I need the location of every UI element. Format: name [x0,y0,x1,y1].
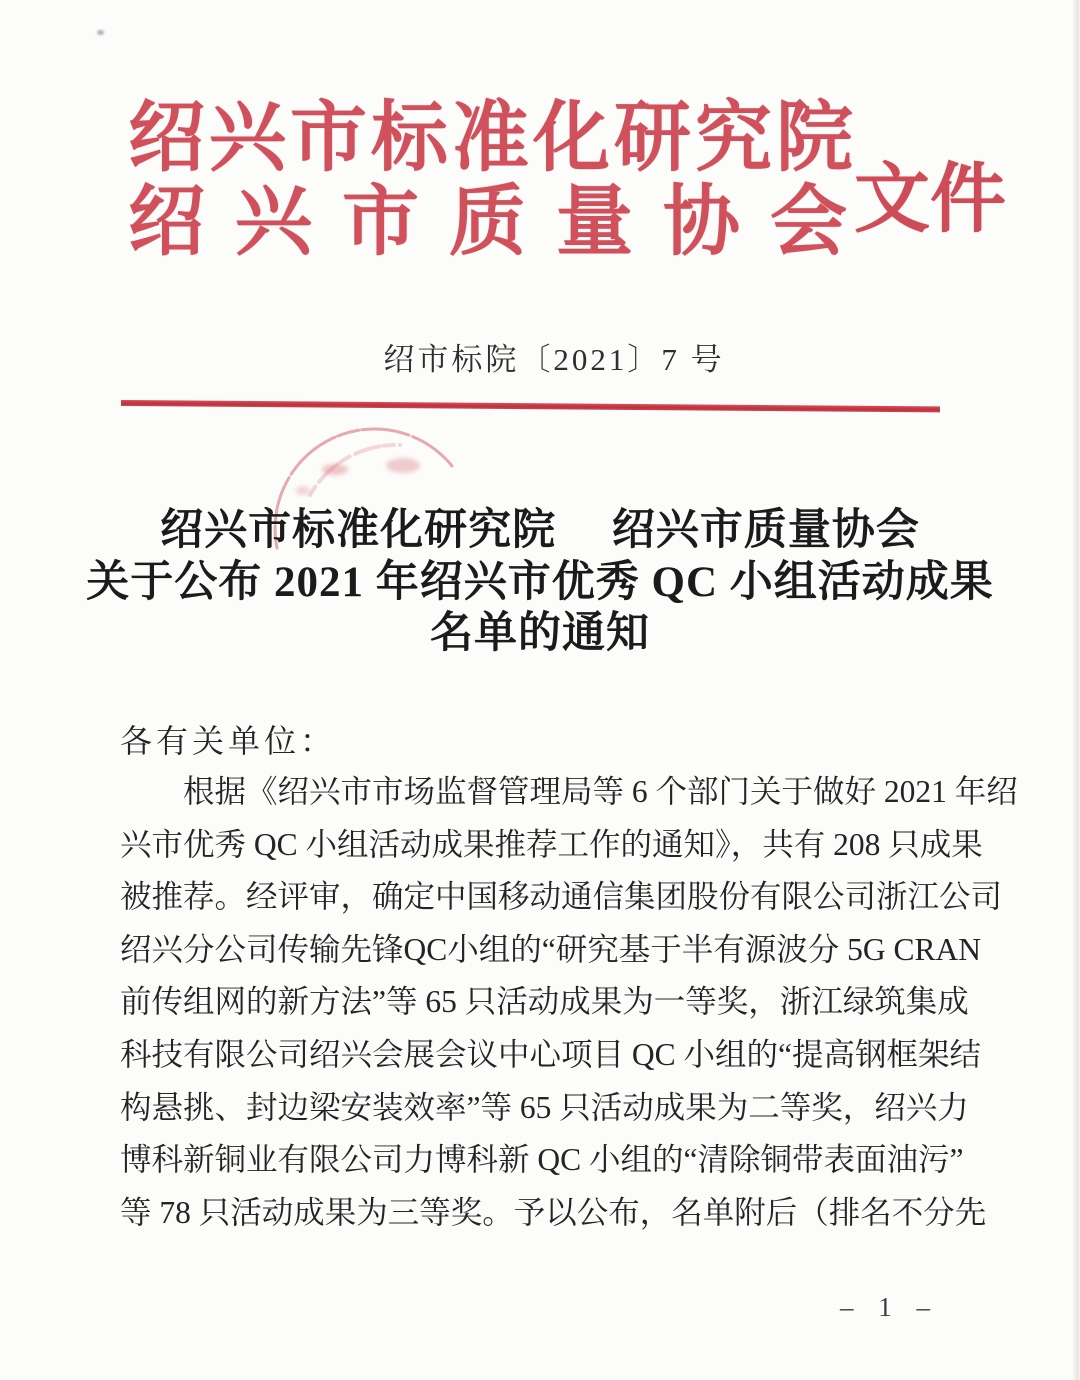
body-line: 兴市优秀 QC 小组活动成果推荐工作的通知》，共有 208 只成果 [120,826,983,862]
notice-title [0,505,1080,660]
document-number: 绍市标院〔2021〕7 号 [383,342,725,377]
page-number: – 1 – [840,1292,939,1322]
document-type-label: 文件 [854,158,1006,242]
seal-ink-smudge [296,486,310,495]
body-line: 绍兴分公司传输先锋QC小组的“研究基于半有源波分 5G CRAN [120,931,982,967]
body-line: 被推荐。经评审，确定中国移动通信集团股份有限公司浙江公司 [120,879,1003,915]
body-paragraph [120,766,1018,1239]
letterhead [128,95,877,265]
salutation: 各有关单位： [120,723,337,759]
red-divider-line [121,400,940,412]
body-line: 根据《绍兴市市场监督管理局等 6 个部门关于做好 2021 年绍 [120,774,1018,809]
scan-edge-shadow [1072,0,1080,1380]
notice-title-line2: 关于公布 2021 年绍兴市优秀 QC 小组活动成果 [86,558,994,606]
scan-dust-speck [97,30,104,35]
seal-ink-smudge [386,458,420,473]
body-line: 科技有限公司绍兴会展会议中心项目 QC 小组的“提高钢框架结 [120,1036,981,1072]
body-line: 构悬挑、封边梁安装效率”等 65 只活动成果为二等奖，绍兴力 [120,1089,969,1125]
notice-title-line3: 名单的通知 [430,610,650,657]
body-line: 博科新铜业有限公司力博科新 QC 小组的“清除铜带表面油污” [120,1142,964,1178]
seal-ink-smudge [322,464,348,475]
body-line: 等 78 只活动成果为三等奖。予以公布，名单附后（排名不分先 [120,1194,987,1230]
body-line: 前传组网的新方法”等 65 只活动成果为一等奖，浙江绿筑集成 [120,984,969,1020]
org-name-line2: 绍兴市质量协会 [128,179,877,265]
org-name-line1: 绍兴市标准化研究院 [128,95,857,181]
notice-title-line1: 绍兴市标准化研究院 绍兴市质量协会 [160,507,920,554]
